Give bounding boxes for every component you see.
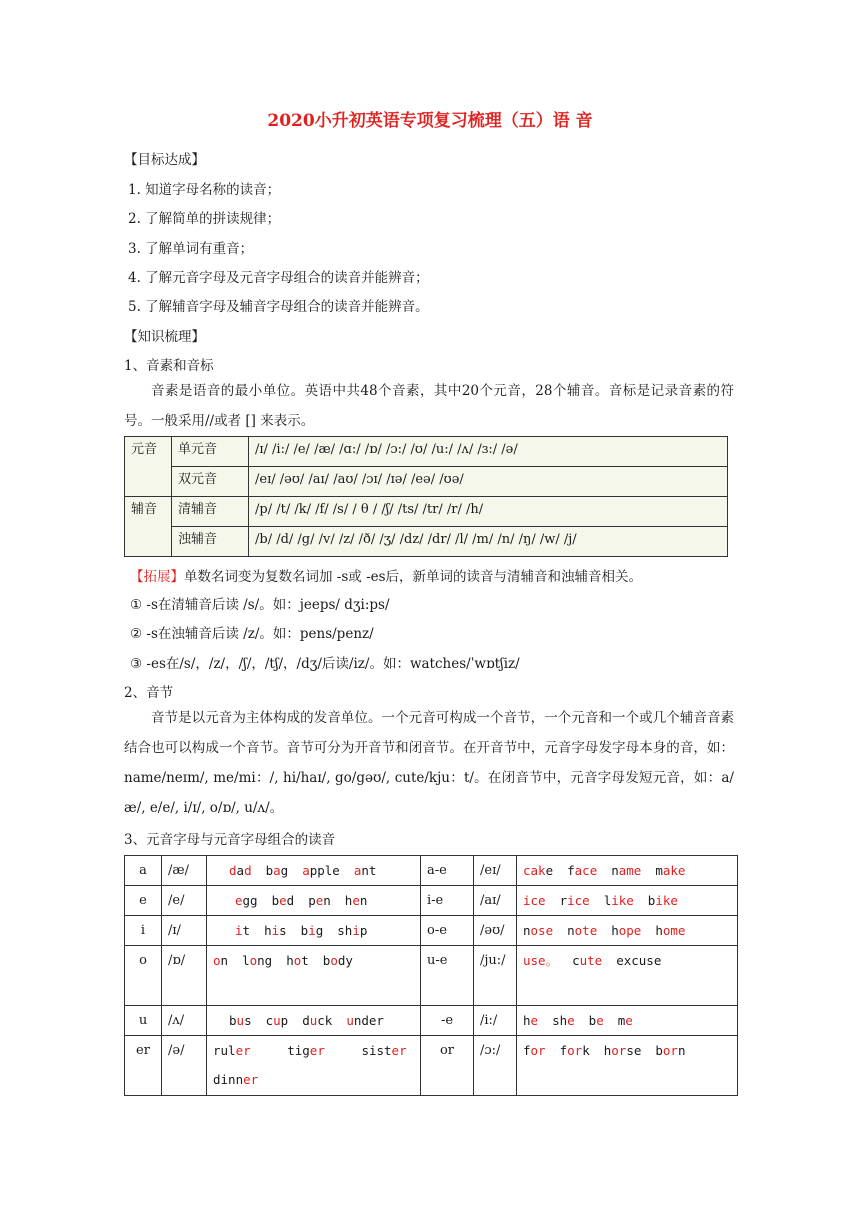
phoneme-symbols: /p/ /t/ /k/ /f/ /s/ / θ / /ʃ/ /ts/ /tr/ /r/ /h/	[249, 497, 728, 527]
plural-rule: ③ -es在/s/，/z/，/ʃ/，/tʃ/，/dʒ/后读/iz/。如：watches/ˈwɒtʃiz/	[130, 656, 520, 672]
example-words: it his big ship	[207, 916, 421, 946]
section-2-heading: 2、音节	[124, 685, 174, 701]
letter-cell: o-e	[421, 916, 474, 946]
phonetic-cell: /i:/	[474, 1006, 517, 1036]
page-title: 2020小升初英语专项复习梳理（五）语 音	[267, 111, 593, 131]
letter-cell: a	[125, 856, 162, 886]
example-words: cake face name make	[517, 856, 738, 886]
phonetic-cell: /aɪ/	[474, 886, 517, 916]
example-words: bus cup duck under	[207, 1006, 421, 1036]
phonetic-cell: /e/	[162, 886, 207, 916]
phonetic-cell: /eɪ/	[474, 856, 517, 886]
phoneme-symbols: /b/ /d/ /g/ /v/ /z/ /ð/ /ʒ/ /dz/ /dr/ /l/ /m/ /n/ /ŋ/ /w/ /j/	[249, 527, 728, 557]
letter-cell: -e	[421, 1006, 474, 1036]
goal-item: 3. 了解单词有重音；	[128, 241, 254, 257]
phonetic-cell: /æ/	[162, 856, 207, 886]
goal-item: 4. 了解元音字母及元音字母组合的读音并能辨音；	[128, 270, 429, 286]
example-words: use。 cute excuse	[517, 946, 738, 1006]
letter-cell: u-e	[421, 946, 474, 1006]
expand-tag: 【拓展】	[130, 569, 184, 585]
phonetic-cell: /ɒ/	[162, 946, 207, 1006]
letter-cell: o	[125, 946, 162, 1006]
phonetic-cell: /əʊ/	[474, 916, 517, 946]
section-1-heading: 1、音素和音标	[124, 358, 214, 374]
goal-item: 2. 了解简单的拼读规律；	[128, 211, 281, 227]
phonetic-cell: /ju:/	[474, 946, 517, 1006]
consonant-label: 辅音	[125, 497, 172, 557]
knowledge-heading: 【知识梳理】	[124, 329, 205, 345]
section-2-paragraph: 音节是以元音为主体构成的发音单位。一个元音可构成一个音节，一个元音和一个或几个辅音音素结合也可以构成一个音节。音节可分为开音节和闭音节。在开音节中，元音字母发字母本身的音，如：name/neɪm/, me/mi：/, hi/haɪ/, go/gəʊ/, cute/kju：t/。在闭音节中，元音字母发短元音，如：a/æ/, e/e/, i/ɪ/, o/ɒ/, u/ʌ/。	[124, 710, 734, 816]
letter-cell: i	[125, 916, 162, 946]
phoneme-symbols: /ɪ/ /i:/ /e/ /æ/ /ɑ:/ /ɒ/ /ɔ:/ /ʊ/ /u:/ /ʌ/ /ɜ:/ /ə/	[249, 437, 728, 467]
plural-rule: ② -s在浊辅音后读 /z/。如：pens/penz/	[130, 626, 374, 642]
example-words: ice rice like bike	[517, 886, 738, 916]
letter-sound-table	[124, 855, 738, 1096]
phoneme-symbols: /eɪ/ /əʊ/ /aɪ/ /aʊ/ /ɔɪ/ /ɪə/ /eə/ /ʊə/	[249, 467, 728, 497]
expand-text: 单数名词变为复数名词加 -s或 -es后，新单词的读音与清辅音和浊辅音相关。	[184, 569, 643, 585]
example-words: he she be me	[517, 1006, 738, 1036]
goal-heading: 【目标达成】	[124, 152, 205, 168]
phoneme-type: 双元音	[172, 467, 249, 497]
vowel-label: 元音	[125, 437, 172, 497]
letter-cell: or	[421, 1036, 474, 1096]
phonetic-cell: /ʌ/	[162, 1006, 207, 1036]
phoneme-type: 清辅音	[172, 497, 249, 527]
section-3-heading: 3、元音字母与元音字母组合的读音	[124, 832, 336, 848]
example-words: ruler tiger sister dinner	[207, 1036, 421, 1096]
letter-cell: e	[125, 886, 162, 916]
phoneme-type: 单元音	[172, 437, 249, 467]
example-words: egg bed pen hen	[207, 886, 421, 916]
plural-rule: ① -s在清辅音后读 /s/。如：jeeps/ dʒi:ps/	[130, 597, 390, 613]
expand-note	[130, 565, 642, 585]
phoneme-type: 浊辅音	[172, 527, 249, 557]
example-words: on long hot body	[207, 946, 421, 1006]
phoneme-table	[124, 436, 728, 557]
goal-item: 5. 了解辅音字母及辅音字母组合的读音并能辨音。	[128, 299, 429, 315]
letter-cell: u	[125, 1006, 162, 1036]
example-words: nose note hope home	[517, 916, 738, 946]
goal-item: 1. 知道字母名称的读音；	[128, 182, 281, 198]
section-1-paragraph: 音素是语音的最小单位。英语中共48个音素，其中20个元音，28个辅音。音标是记录音素的符号。一般采用//或者 [] 来表示。	[124, 383, 734, 429]
letter-cell: a-e	[421, 856, 474, 886]
letter-cell: er	[125, 1036, 162, 1096]
phonetic-cell: /ɔ:/	[474, 1036, 517, 1096]
example-words: for fork horse born	[517, 1036, 738, 1096]
phonetic-cell: /ɪ/	[162, 916, 207, 946]
letter-cell: i-e	[421, 886, 474, 916]
example-words: dad bag apple ant	[207, 856, 421, 886]
phonetic-cell: /ə/	[162, 1036, 207, 1096]
